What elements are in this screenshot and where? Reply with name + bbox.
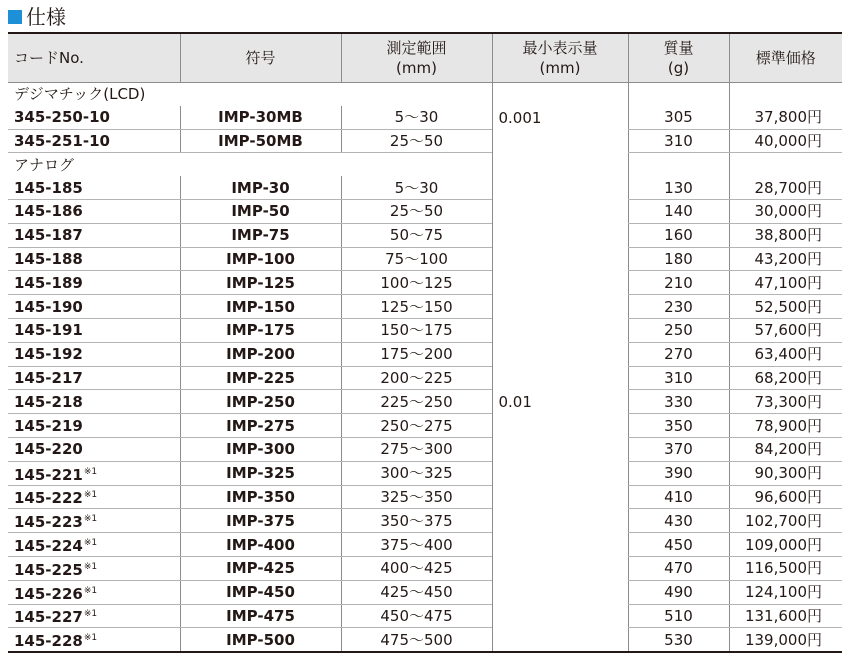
- footnote-mark: ※1: [83, 538, 98, 549]
- page-title: 仕様: [26, 5, 66, 29]
- code-cell: [8, 485, 180, 509]
- model-cell: IMP-75: [180, 223, 341, 247]
- model-cell: IMP-150: [180, 295, 341, 319]
- mass-cell: 160: [628, 223, 729, 247]
- group-row: [8, 153, 842, 176]
- group-row: [8, 83, 842, 106]
- table-row: [8, 533, 842, 557]
- code-number: 145-222: [14, 489, 83, 508]
- resolution-cell: 0.01: [492, 153, 628, 652]
- mass-cell: 370: [628, 437, 729, 461]
- range-cell: 475～500: [341, 628, 492, 652]
- price-cell: 57,600円: [729, 318, 842, 342]
- price-cell: 37,800円: [729, 106, 842, 129]
- table-row: [8, 223, 842, 247]
- code-cell: [8, 247, 180, 271]
- range-cell: 25～50: [341, 199, 492, 223]
- header-resolution: 最小表示量 (mm): [492, 33, 628, 83]
- code-number: 145-185: [14, 178, 83, 197]
- footnote-mark: ※1: [83, 490, 98, 501]
- table-row: [8, 247, 842, 271]
- price-cell: 38,800円: [729, 223, 842, 247]
- code-number: 145-226: [14, 584, 83, 603]
- range-cell: 75～100: [341, 247, 492, 271]
- code-number: 145-191: [14, 321, 83, 340]
- price-cell: 47,100円: [729, 271, 842, 295]
- range-cell: 250～275: [341, 414, 492, 438]
- code-number: 145-220: [14, 440, 83, 459]
- footnote-mark: ※1: [83, 466, 98, 477]
- table-row: [8, 580, 842, 604]
- price-cell: 109,000円: [729, 533, 842, 557]
- table-row: [8, 176, 842, 199]
- range-cell: 25～50: [341, 129, 492, 153]
- header-model: 符号: [180, 33, 341, 83]
- code-cell: [8, 580, 180, 604]
- code-cell: [8, 437, 180, 461]
- table-row: [8, 295, 842, 319]
- header-mass: 質量 (g): [628, 33, 729, 83]
- table-row: [8, 390, 842, 414]
- table-row: [8, 342, 842, 366]
- price-cell: 52,500円: [729, 295, 842, 319]
- model-cell: IMP-350: [180, 485, 341, 509]
- model-cell: IMP-30: [180, 176, 341, 199]
- code-number: 145-187: [14, 226, 83, 245]
- model-cell: IMP-450: [180, 580, 341, 604]
- range-cell: 275～300: [341, 437, 492, 461]
- code-cell: [8, 628, 180, 652]
- heading-square-icon: [8, 10, 22, 24]
- mass-cell: 210: [628, 271, 729, 295]
- code-number: 145-192: [14, 345, 83, 364]
- model-cell: IMP-125: [180, 271, 341, 295]
- mass-cell: 330: [628, 390, 729, 414]
- code-cell: [8, 295, 180, 319]
- group-spacer: [729, 83, 842, 106]
- price-cell: 40,000円: [729, 129, 842, 153]
- table-row: [8, 129, 842, 153]
- code-cell: [8, 106, 180, 129]
- range-cell: 5～30: [341, 106, 492, 129]
- code-cell: [8, 461, 180, 485]
- mass-cell: 310: [628, 366, 729, 390]
- code-cell: [8, 509, 180, 533]
- model-cell: IMP-325: [180, 461, 341, 485]
- price-cell: 63,400円: [729, 342, 842, 366]
- range-cell: 100～125: [341, 271, 492, 295]
- range-cell: 175～200: [341, 342, 492, 366]
- code-number: 145-217: [14, 368, 83, 387]
- price-cell: 90,300円: [729, 461, 842, 485]
- section-heading: [8, 4, 66, 30]
- table-row: [8, 199, 842, 223]
- price-cell: 96,600円: [729, 485, 842, 509]
- range-cell: 5～30: [341, 176, 492, 199]
- range-cell: 375～400: [341, 533, 492, 557]
- mass-cell: 510: [628, 604, 729, 628]
- code-cell: [8, 129, 180, 153]
- model-cell: IMP-225: [180, 366, 341, 390]
- code-number: 145-186: [14, 202, 83, 221]
- group-spacer: [729, 153, 842, 176]
- table-header-row: [8, 33, 842, 83]
- model-cell: IMP-175: [180, 318, 341, 342]
- price-cell: 43,200円: [729, 247, 842, 271]
- table-row: [8, 271, 842, 295]
- model-cell: IMP-250: [180, 390, 341, 414]
- range-cell: 350～375: [341, 509, 492, 533]
- code-number: 145-188: [14, 249, 83, 268]
- code-number: 145-228: [14, 632, 83, 651]
- code-number: 145-219: [14, 416, 83, 435]
- price-cell: 78,900円: [729, 414, 842, 438]
- mass-cell: 310: [628, 129, 729, 153]
- mass-cell: 305: [628, 106, 729, 129]
- price-cell: 102,700円: [729, 509, 842, 533]
- header-price: 標準価格: [729, 33, 842, 83]
- code-number: 145-223: [14, 513, 83, 532]
- code-cell: [8, 223, 180, 247]
- footnote-mark: ※1: [83, 585, 98, 596]
- model-cell: IMP-475: [180, 604, 341, 628]
- resolution-cell: 0.001: [492, 83, 628, 153]
- mass-cell: 180: [628, 247, 729, 271]
- model-cell: IMP-50MB: [180, 129, 341, 153]
- model-cell: IMP-200: [180, 342, 341, 366]
- mass-cell: 390: [628, 461, 729, 485]
- code-cell: [8, 342, 180, 366]
- mass-cell: 430: [628, 509, 729, 533]
- mass-cell: 230: [628, 295, 729, 319]
- price-cell: 84,200円: [729, 437, 842, 461]
- range-cell: 200～225: [341, 366, 492, 390]
- group-spacer: [628, 83, 729, 106]
- table-row: [8, 604, 842, 628]
- model-cell: IMP-50: [180, 199, 341, 223]
- table-row: [8, 106, 842, 129]
- price-cell: 139,000円: [729, 628, 842, 652]
- price-cell: 73,300円: [729, 390, 842, 414]
- group-label: デジマチック(LCD): [14, 85, 146, 104]
- table-row: [8, 556, 842, 580]
- code-number: 145-227: [14, 608, 83, 627]
- mass-cell: 140: [628, 199, 729, 223]
- code-number: 345-250-10: [14, 108, 110, 127]
- price-cell: 116,500円: [729, 556, 842, 580]
- code-cell: [8, 604, 180, 628]
- group-spacer: [628, 153, 729, 176]
- code-number: 145-190: [14, 297, 83, 316]
- model-cell: IMP-275: [180, 414, 341, 438]
- code-number: 145-225: [14, 560, 83, 579]
- mass-cell: 270: [628, 342, 729, 366]
- code-cell: [8, 533, 180, 557]
- code-cell: [8, 366, 180, 390]
- range-cell: 125～150: [341, 295, 492, 319]
- range-cell: 50～75: [341, 223, 492, 247]
- mass-cell: 470: [628, 556, 729, 580]
- range-cell: 450～475: [341, 604, 492, 628]
- model-cell: IMP-30MB: [180, 106, 341, 129]
- code-number: 145-189: [14, 273, 83, 292]
- mass-cell: 410: [628, 485, 729, 509]
- model-cell: IMP-375: [180, 509, 341, 533]
- mass-cell: 250: [628, 318, 729, 342]
- range-cell: 325～350: [341, 485, 492, 509]
- mass-cell: 450: [628, 533, 729, 557]
- group-label: アナログ: [14, 155, 75, 174]
- code-cell: [8, 199, 180, 223]
- table-row: [8, 437, 842, 461]
- model-cell: IMP-100: [180, 247, 341, 271]
- code-number: 345-251-10: [14, 131, 110, 150]
- footnote-mark: ※1: [83, 633, 98, 644]
- price-cell: 131,600円: [729, 604, 842, 628]
- range-cell: 225～250: [341, 390, 492, 414]
- code-cell: [8, 176, 180, 199]
- table-row: [8, 318, 842, 342]
- model-cell: IMP-400: [180, 533, 341, 557]
- code-cell: [8, 414, 180, 438]
- code-number: 145-218: [14, 392, 83, 411]
- mass-cell: 530: [628, 628, 729, 652]
- table-row: [8, 485, 842, 509]
- table-row: [8, 366, 842, 390]
- table-row: [8, 509, 842, 533]
- range-cell: 400～425: [341, 556, 492, 580]
- range-cell: 150～175: [341, 318, 492, 342]
- range-cell: 300～325: [341, 461, 492, 485]
- range-cell: 425～450: [341, 580, 492, 604]
- footnote-mark: ※1: [83, 561, 98, 572]
- model-cell: IMP-425: [180, 556, 341, 580]
- price-cell: 30,000円: [729, 199, 842, 223]
- model-cell: IMP-300: [180, 437, 341, 461]
- code-cell: [8, 318, 180, 342]
- code-number: 145-224: [14, 537, 83, 556]
- footnote-mark: ※1: [83, 609, 98, 620]
- table-row: [8, 628, 842, 652]
- header-code: コードNo.: [8, 33, 180, 83]
- code-cell: [8, 390, 180, 414]
- price-cell: 28,700円: [729, 176, 842, 199]
- header-range: 測定範囲 (mm): [341, 33, 492, 83]
- table-row: [8, 414, 842, 438]
- spec-table: [8, 32, 842, 653]
- mass-cell: 130: [628, 176, 729, 199]
- mass-cell: 350: [628, 414, 729, 438]
- code-cell: [8, 556, 180, 580]
- price-cell: 68,200円: [729, 366, 842, 390]
- price-cell: 124,100円: [729, 580, 842, 604]
- model-cell: IMP-500: [180, 628, 341, 652]
- table-row: [8, 461, 842, 485]
- code-cell: [8, 271, 180, 295]
- footnote-mark: ※1: [83, 514, 98, 525]
- mass-cell: 490: [628, 580, 729, 604]
- code-number: 145-221: [14, 465, 83, 484]
